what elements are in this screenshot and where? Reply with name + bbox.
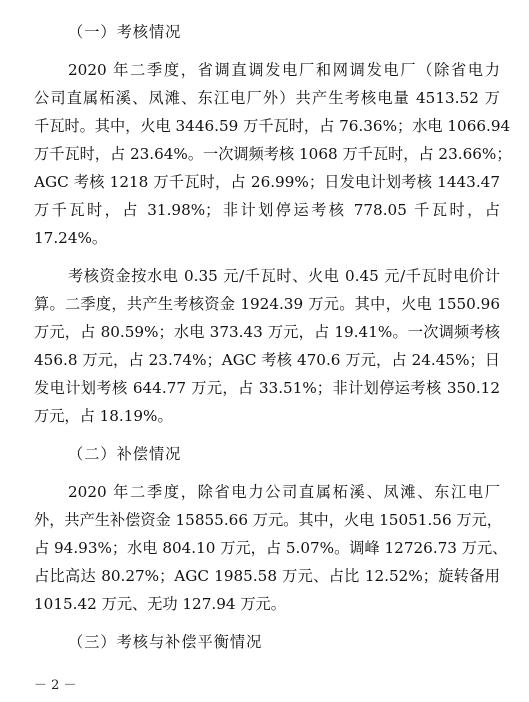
paragraph-line: 1015.42 万元、无功 127.94 万元。 <box>34 595 286 613</box>
paragraph-line: 2020 年二季度，除省电力公司直属柘溪、凤滩、东江电厂 <box>68 483 500 501</box>
paragraph-line: 万元，占 18.19%。 <box>34 407 173 425</box>
paragraph-line: 万千瓦时，占 31.98%；非计划停运考核 778.05 千瓦时，占 <box>34 201 500 219</box>
paragraph-line: 456.8 万元，占 23.74%；AGC 考核 470.6 万元，占 24.45%；日 <box>34 351 500 369</box>
paragraph-line: 17.24%。 <box>34 229 108 247</box>
paragraph-line: 占比高达 80.27%；AGC 1985.58 万元、占比 12.52%；旋转备用 <box>34 567 500 585</box>
section-heading-balance: （三）考核与补偿平衡情况 <box>68 633 263 651</box>
paragraph-line: AGC 考核 1218 万千瓦时，占 26.99%；日发电计划考核 1443.47 <box>34 173 500 191</box>
paragraph-line: 万千瓦时，占 23.64%。一次调频考核 1068 万千瓦时，占 23.66%； <box>34 145 512 163</box>
section-heading-compensation: （二）补偿情况 <box>68 445 182 463</box>
paragraph-line: 万元，占 80.59%；水电 373.43 万元，占 19.41%。一次调频考核 <box>34 323 500 341</box>
paragraph-line: 占 94.93%；水电 804.10 万元，占 5.07%。调峰 12726.73 万元、 <box>34 539 508 557</box>
paragraph-line: 2020 年二季度，省调直调发电厂和网调发电厂（除省电力 <box>68 61 500 79</box>
paragraph-line: 算。二季度，共产生考核资金 1924.39 万元。其中，火电 1550.96 <box>34 295 500 313</box>
paragraph-line: 发电计划考核 644.77 万元，占 33.51%；非计划停运考核 350.12 <box>34 379 500 397</box>
section-heading-assessment: （一）考核情况 <box>68 23 182 41</box>
paragraph-line: 外，共产生补偿资金 15855.66 万元。其中，火电 15051.56 万元， <box>34 511 502 529</box>
paragraph-line: 考核资金按水电 0.35 元/千瓦时、火电 0.45 元/千瓦时电价计 <box>68 267 500 285</box>
paragraph-line: 公司直属柘溪、凤滩、东江电厂外）共产生考核电量 4513.52 万 <box>34 89 500 107</box>
page-number: － 2 － <box>34 678 77 693</box>
paragraph-line: 千瓦时。其中，火电 3446.59 万千瓦时，占 76.36%；水电 1066.94 <box>34 117 511 135</box>
